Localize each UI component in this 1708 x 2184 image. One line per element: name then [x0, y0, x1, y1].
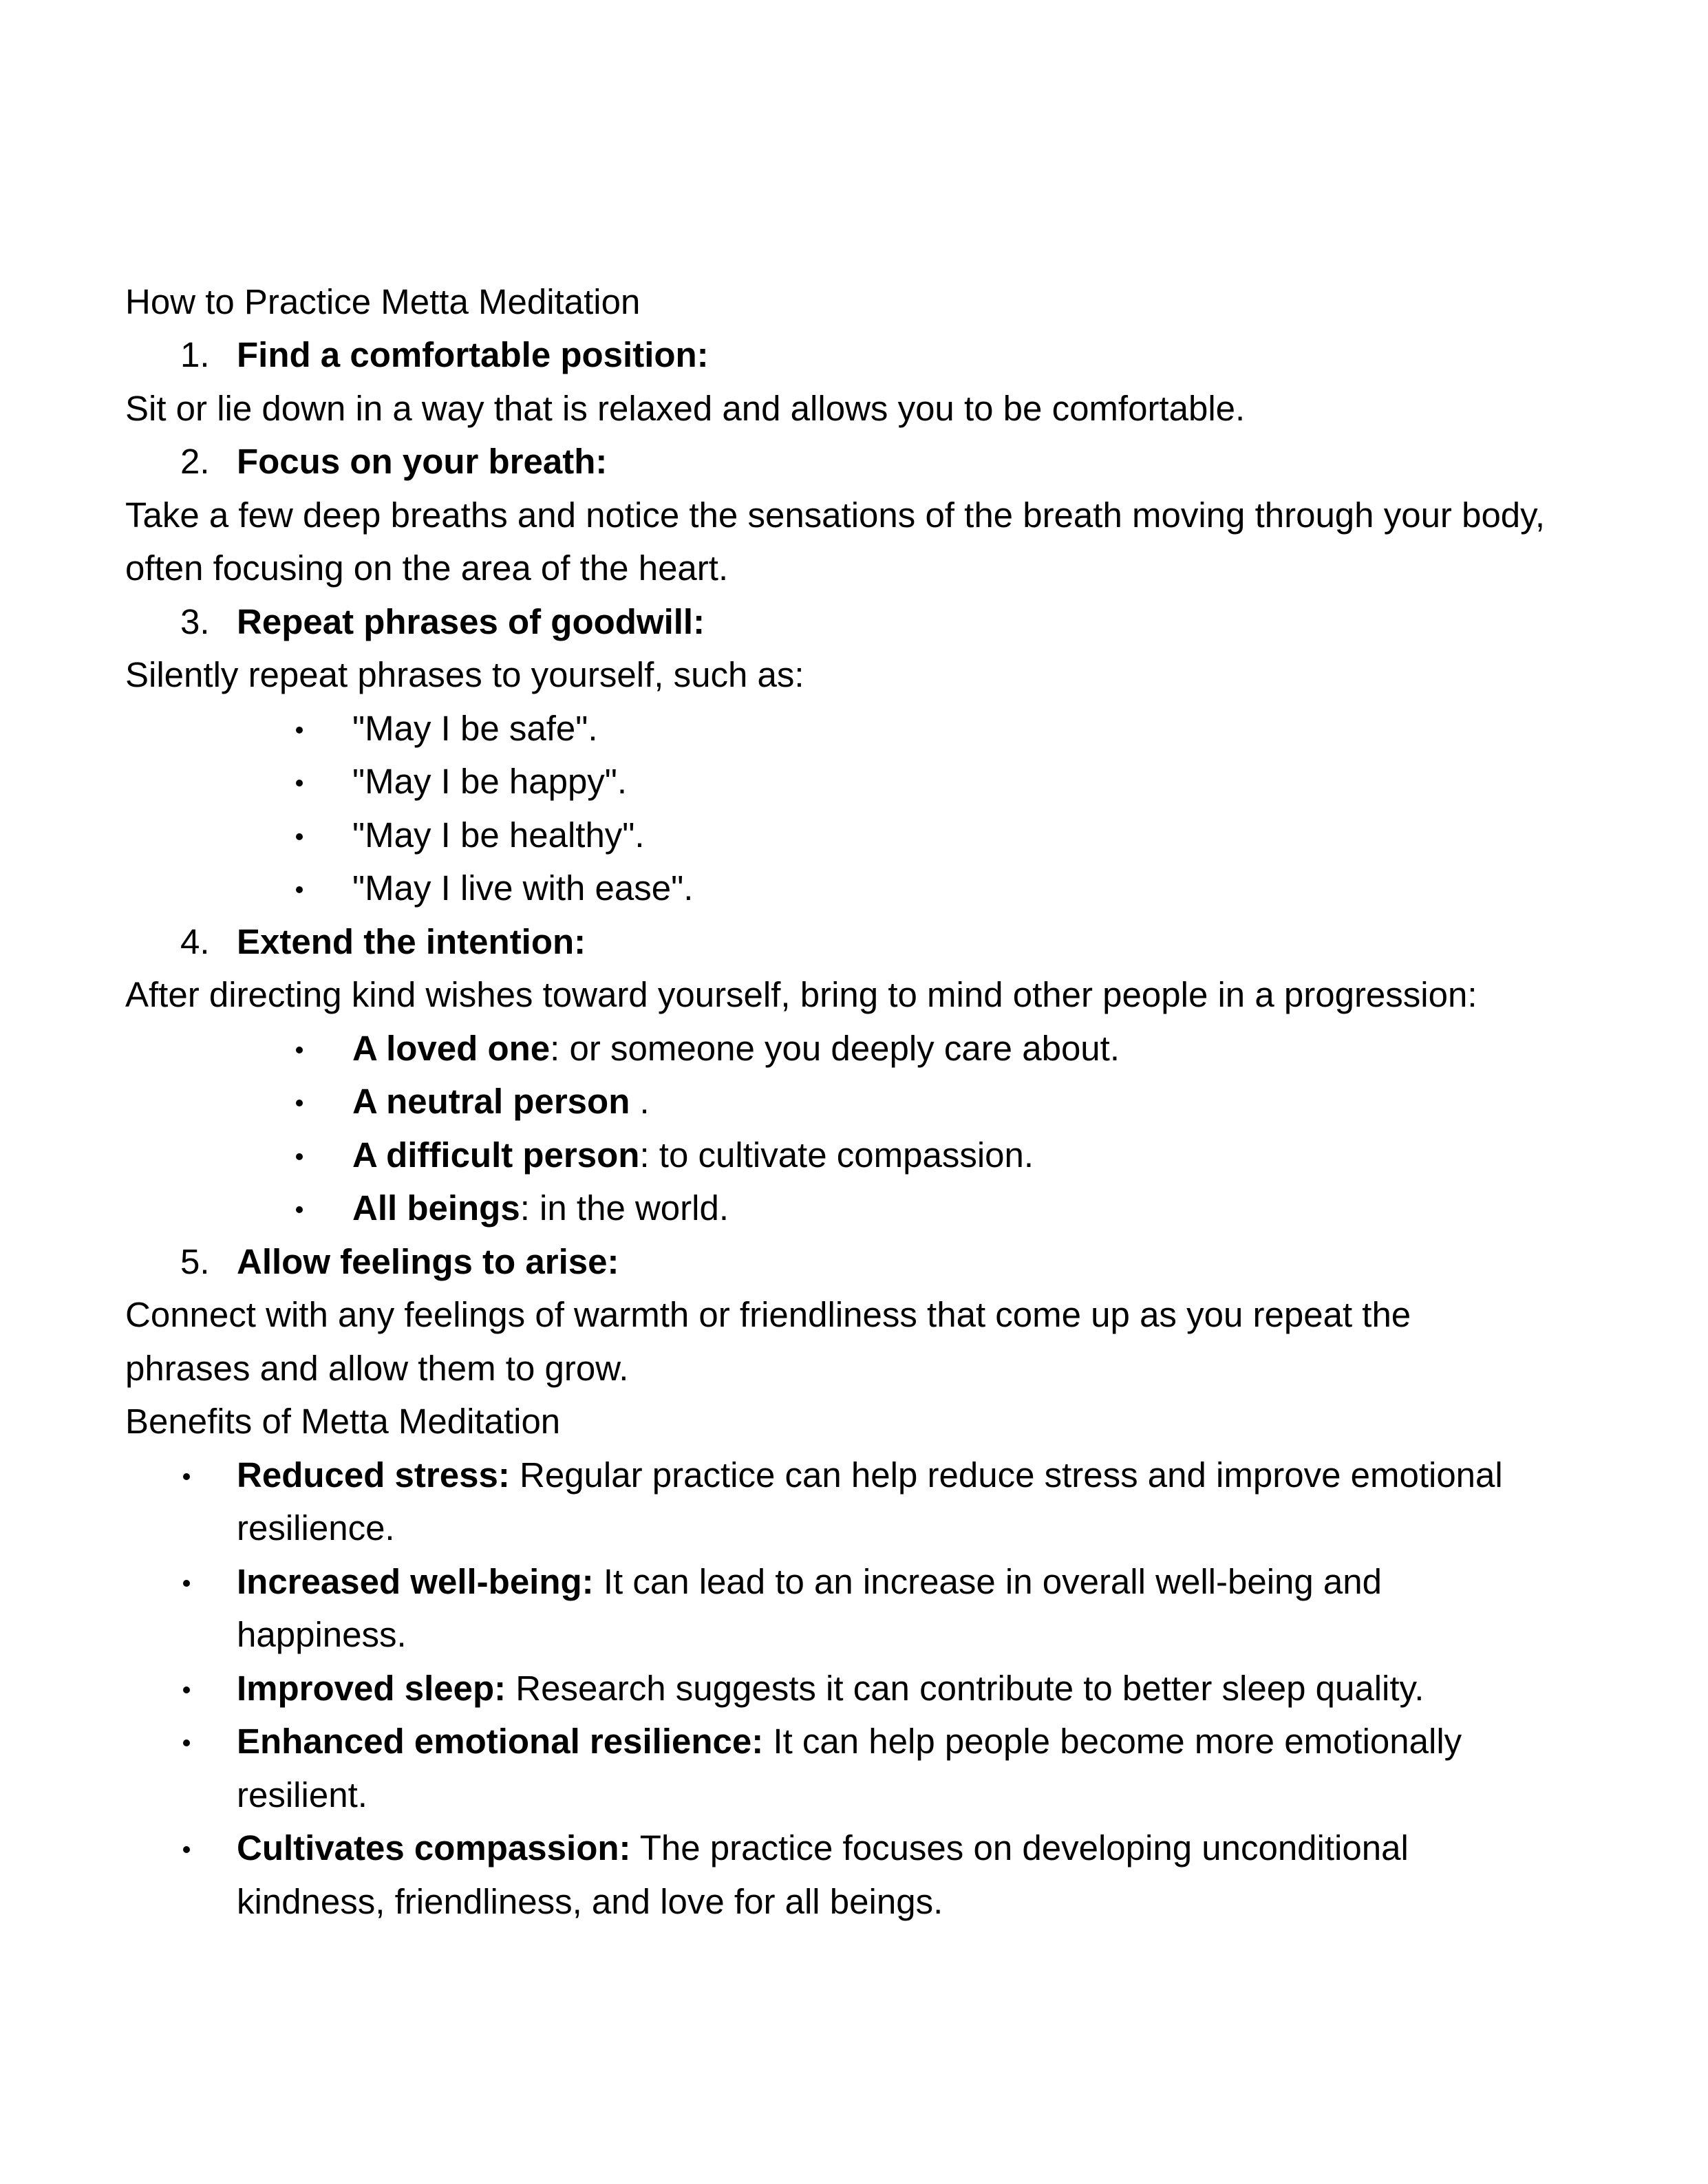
progression-item: A difficult person: to cultivate compassion. — [352, 1135, 1034, 1175]
benefit-item: Cultivates compassion: The practice focuses on developing unconditional — [237, 1828, 1409, 1867]
step-3-heading: 3. Repeat phrases of goodwill: — [180, 602, 705, 641]
step-3-body: Silently repeat phrases to yourself, such as: — [125, 655, 804, 694]
benefit-item: Improved sleep: Research suggests it can contribute to better sleep quality. — [237, 1669, 1424, 1708]
step-5-heading: 5. Allow feelings to arise: — [180, 1242, 619, 1281]
progression-item: All beings: in the world. — [352, 1188, 729, 1228]
benefits-heading: Benefits of Metta Meditation — [125, 1402, 561, 1441]
step-1-heading: 1. Find a comfortable position: — [180, 335, 709, 374]
progression-item: A neutral person . — [352, 1082, 650, 1121]
step-2-body-line-1: Take a few deep breaths and notice the sensations of the breath moving through your body, — [125, 495, 1546, 535]
phrase-item: "May I be happy". — [352, 762, 628, 801]
benefit-item: Enhanced emotional resilience: It can help people become more emotionally — [237, 1722, 1462, 1761]
step-4-body: After directing kind wishes toward yourself, bring to mind other people in a progression: — [125, 975, 1477, 1014]
benefit-item: Increased well-being: It can lead to an increase in overall well-being and — [237, 1562, 1383, 1601]
benefit-item-continuation: happiness. — [237, 1615, 407, 1654]
progression-item: A loved one: or someone you deeply care about. — [352, 1029, 1120, 1068]
benefit-item-continuation: resilient. — [237, 1775, 367, 1814]
benefit-item: Reduced stress: Regular practice can help reduce stress and improve emotional — [237, 1455, 1503, 1495]
step-2-heading: 2. Focus on your breath: — [180, 442, 608, 481]
step-5-body-line-2: phrases and allow them to grow. — [125, 1349, 629, 1388]
practice-heading: How to Practice Metta Meditation — [125, 282, 641, 321]
step-2-body-line-2: often focusing on the area of the heart. — [125, 548, 729, 588]
benefit-item-continuation: resilience. — [237, 1508, 395, 1548]
phrase-item: "May I live with ease". — [352, 868, 694, 908]
benefit-item-continuation: kindness, friendliness, and love for all beings. — [237, 1882, 943, 1921]
step-4-heading: 4. Extend the intention: — [180, 922, 586, 961]
phrase-item: "May I be healthy". — [352, 815, 645, 855]
step-1-body: Sit or lie down in a way that is relaxed and allows you to be comfortable. — [125, 389, 1246, 428]
step-5-body-line-1: Connect with any feelings of warmth or friendliness that come up as you repeat the — [125, 1295, 1411, 1334]
phrase-item: "May I be safe". — [352, 709, 598, 748]
